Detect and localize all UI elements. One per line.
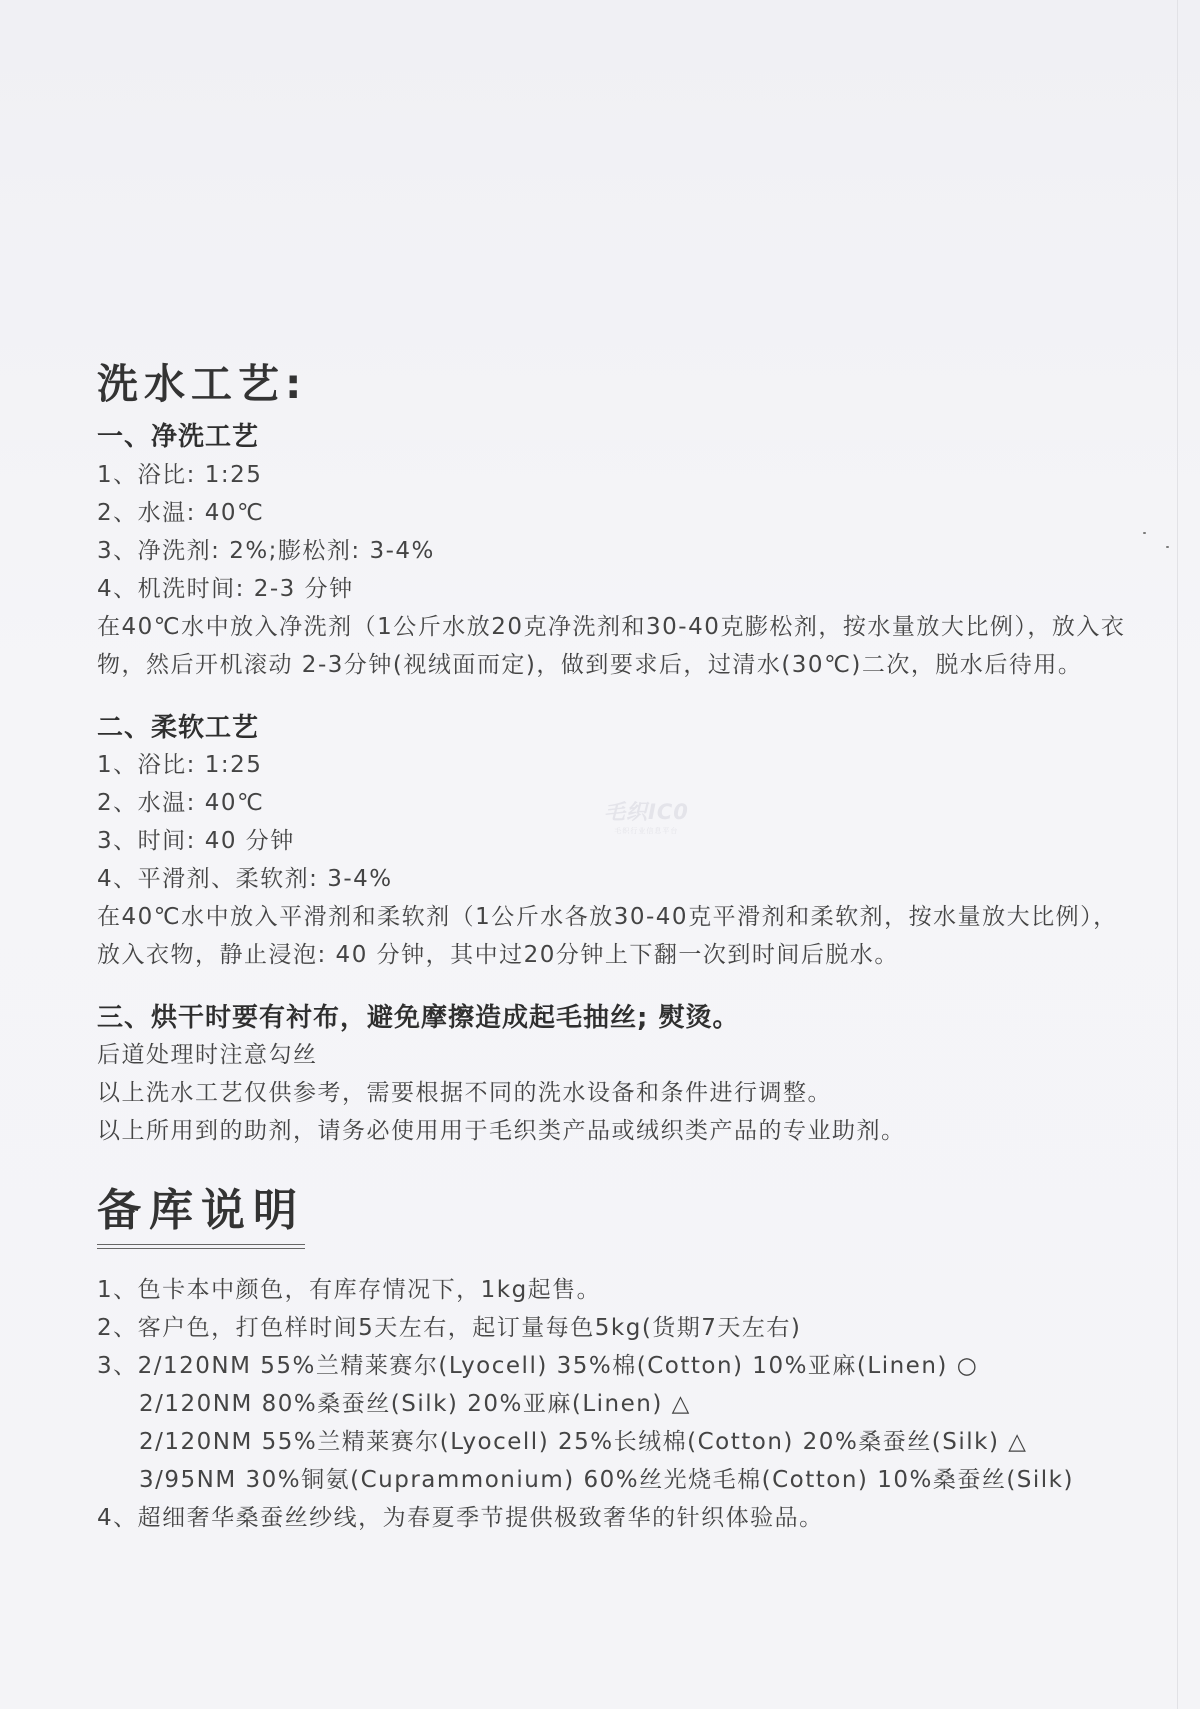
title-underline	[97, 1248, 305, 1249]
stock-sub-item: 2/120NM 80%桑蚕丝(Silk) 20%亚麻(Linen) △	[139, 1390, 691, 1417]
cleaning-item: 1、浴比: 1:25	[97, 461, 263, 488]
softening-item: 3、时间: 40 分钟	[97, 827, 295, 854]
drying-section	[97, 1000, 1137, 1150]
softening-heading: 二、柔软工艺	[97, 712, 260, 743]
scan-speck	[1143, 532, 1146, 534]
stock-sub-item: 2/120NM 55%兰精莱赛尔(Lyocell) 25%长绒棉(Cotton) 20%桑蚕丝(Silk) △	[139, 1428, 1028, 1455]
cleaning-item: 4、机洗时间: 2-3 分钟	[97, 575, 354, 602]
page-edge-line	[1177, 0, 1178, 1709]
watermark-text: 毛织IC0	[604, 800, 689, 824]
cleaning-section	[97, 419, 1137, 683]
stock-item: 2、客户色，打色样时间5天左右，起订量每色5kg(货期7天左右)	[97, 1314, 802, 1341]
softening-section	[97, 710, 1137, 974]
watermark-subtext: 毛织行业信息平台	[614, 827, 679, 835]
drying-heading: 三、烘干时要有衬布，避免摩擦造成起毛抽丝; 熨烫。	[97, 1002, 740, 1033]
drying-line: 以上洗水工艺仅供参考，需要根据不同的洗水设备和条件进行调整。	[97, 1080, 832, 1107]
cleaning-note: 在40℃水中放入净洗剂（1公斤水放20克净洗剂和30-40克膨松剂，按水量放大比例），放入衣物，然后开机滚动 2-3分钟(视绒面而定)，做到要求后，过清水(30℃)二次，脱水后待用。	[97, 613, 1126, 678]
cleaning-item: 3、净洗剂: 2%;膨松剂: 3-4%	[97, 537, 435, 564]
stock-sub-item: 3/95NM 30%铜氨(Cuprammonium) 60%丝光烧毛棉(Cotton) 10%桑蚕丝(Silk)	[139, 1466, 1074, 1493]
cleaning-heading: 一、净洗工艺	[97, 422, 260, 453]
stock-section	[97, 1182, 1137, 1536]
stock-item: 1、色卡本中颜色，有库存情况下，1kg起售。	[97, 1276, 602, 1303]
stock-item: 4、超细奢华桑蚕丝纱线，为春夏季节提供极致奢华的针织体验品。	[97, 1504, 824, 1531]
main-content	[97, 360, 1137, 1537]
scan-speck	[1166, 546, 1169, 548]
stock-title: 备库说明	[97, 1185, 305, 1237]
cleaning-item: 2、水温: 40℃	[97, 499, 265, 526]
softening-item: 4、平滑剂、柔软剂: 3-4%	[97, 865, 393, 892]
softening-note: 在40℃水中放入平滑剂和柔软剂（1公斤水各放30-40克平滑剂和柔软剂，按水量放大比例），放入衣物，静止浸泡: 40 分钟，其中过20分钟上下翻一次到时间后脱水。	[97, 903, 1118, 968]
stock-title-block	[97, 1182, 305, 1248]
title-underline	[97, 1244, 305, 1245]
softening-item: 1、浴比: 1:25	[97, 751, 263, 778]
stock-item: 3、2/120NM 55%兰精莱赛尔(Lyocell) 35%棉(Cotton) 10%亚麻(Linen) ○	[97, 1352, 979, 1379]
drying-line: 以上所用到的助剂，请务必使用用于毛织类产品或绒织类产品的专业助剂。	[97, 1118, 906, 1145]
washing-title: 洗水工艺:	[97, 360, 308, 408]
drying-line: 后道处理时注意勾丝	[97, 1042, 318, 1069]
softening-item: 2、水温: 40℃	[97, 789, 265, 816]
